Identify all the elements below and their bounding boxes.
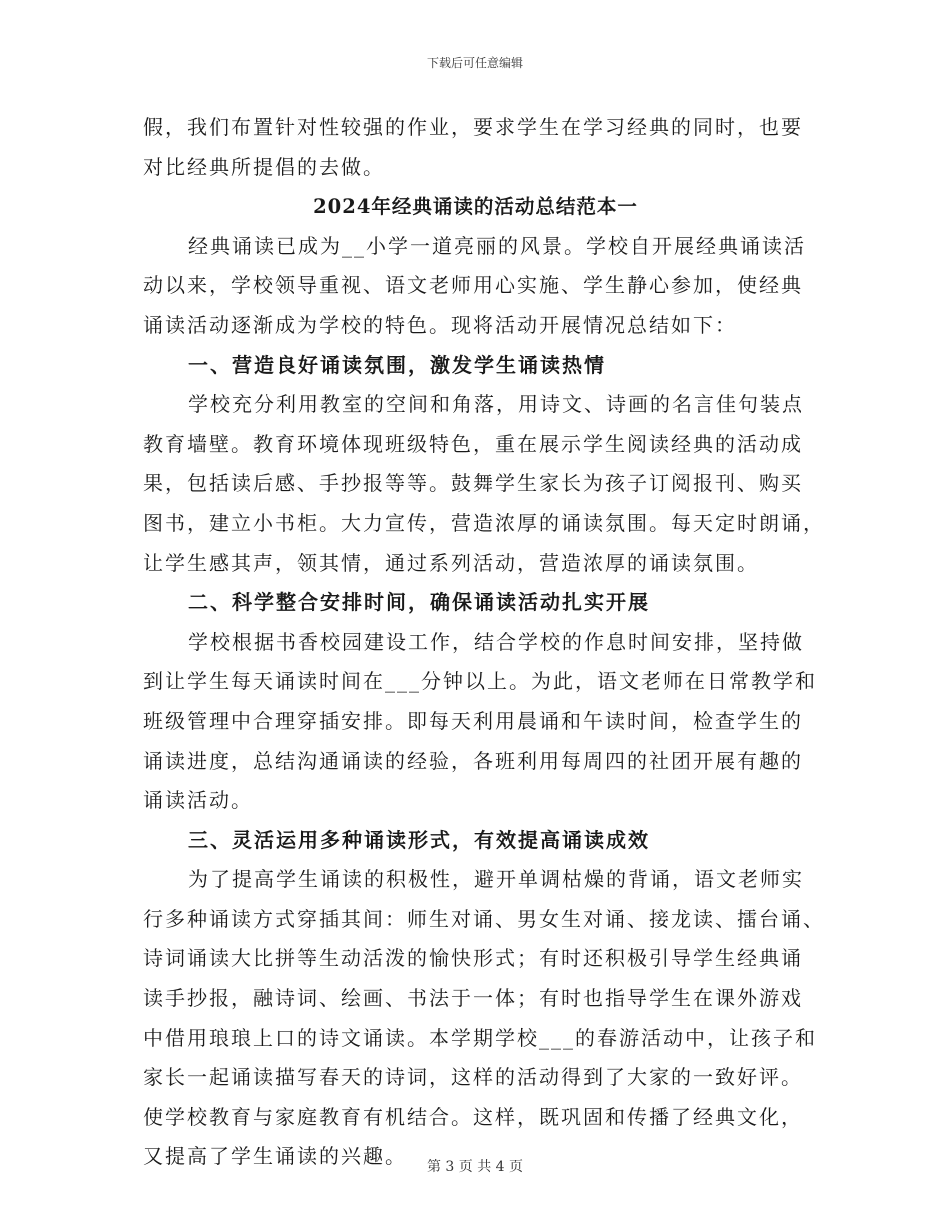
page-footer: 第 3 页 共 4 页 [426, 1159, 524, 1175]
paragraph-line: 班级管理中合理穿插安排。即每天利用晨诵和午读时间，检查学生的 [143, 708, 803, 733]
paragraph-line: 图书，建立小书柜。大力宣传，营造浓厚的诵读氛围。每天定时朗诵， [143, 510, 825, 535]
document-title: 2024年经典诵读的活动总结范本一 [313, 195, 638, 219]
paragraph-line: 学校充分利用教室的空间和角落，用诗文、诗画的名言佳句装点 [188, 392, 804, 417]
paragraph-line: 到让学生每天诵读时间在___分钟以上。为此，语文老师在日常教学和 [143, 669, 817, 694]
paragraph-line: 为了提高学生诵读的积极性，避开单调枯燥的背诵，语文老师实 [188, 867, 804, 892]
section-heading: 三、灵活运用多种诵读形式，有效提高诵读成效 [188, 827, 650, 852]
paragraph-line: 使学校教育与家庭教育有机结合。这样，既巩固和传播了经典文化， [143, 1104, 803, 1129]
paragraph-line: 诵读进度，总结沟通诵读的经验，各班利用每周四的社团开展有趣的 [143, 748, 803, 773]
section-heading: 一、营造良好诵读氛围，激发学生诵读热情 [188, 352, 606, 377]
paragraph-line: 诵读活动。 [143, 788, 253, 813]
paragraph-line: 对比经典所提倡的去做。 [143, 154, 385, 179]
paragraph-line: 诵读活动逐渐成为学校的特色。现将活动开展情况总结如下： [143, 312, 737, 337]
paragraph-line: 读手抄报，融诗词、绘画、书法于一体；有时也指导学生在课外游戏 [143, 986, 803, 1011]
paragraph-line: 动以来，学校领导重视、语文老师用心实施、学生静心参加，使经典 [143, 273, 803, 298]
paragraph-line: 又提高了学生诵读的兴趣。 [143, 1144, 407, 1169]
paragraph-line: 经典诵读已成为__小学一道亮丽的风景。学校自开展经典诵读活 [188, 233, 806, 258]
paragraph-line: 果，包括读后感、手抄报等等。鼓舞学生家长为孩子订阅报刊、购买 [143, 471, 803, 496]
section-heading: 二、科学整合安排时间，确保诵读活动扎实开展 [188, 590, 650, 615]
paragraph-line: 学校根据书香校园建设工作，结合学校的作息时间安排，坚持做 [188, 629, 804, 654]
paragraph-line: 中借用琅琅上口的诗文诵读。本学期学校___的春游活动中，让孩子和 [143, 1025, 817, 1050]
paragraph-line: 让学生感其声，领其情，通过系列活动，营造浓厚的诵读氛围。 [143, 550, 759, 575]
paragraph-line: 诗词诵读大比拼等生动活泼的愉快形式；有时还积极引导学生经典诵 [143, 946, 803, 971]
document-body [143, 108, 825, 1177]
paragraph-line: 家长一起诵读描写春天的诗词，这样的活动得到了大家的一致好评。 [143, 1065, 803, 1090]
paragraph-line: 教育墙壁。教育环境体现班级特色，重在展示学生阅读经典的活动成 [143, 431, 803, 456]
paragraph-line: 假，我们布置针对性较强的作业，要求学生在学习经典的同时，也要 [143, 115, 803, 139]
page-header: 下载后可任意编辑 [426, 56, 523, 70]
paragraph-line: 行多种诵读方式穿插其间：师生对诵、男女生对诵、接龙读、擂台诵、 [143, 906, 825, 931]
